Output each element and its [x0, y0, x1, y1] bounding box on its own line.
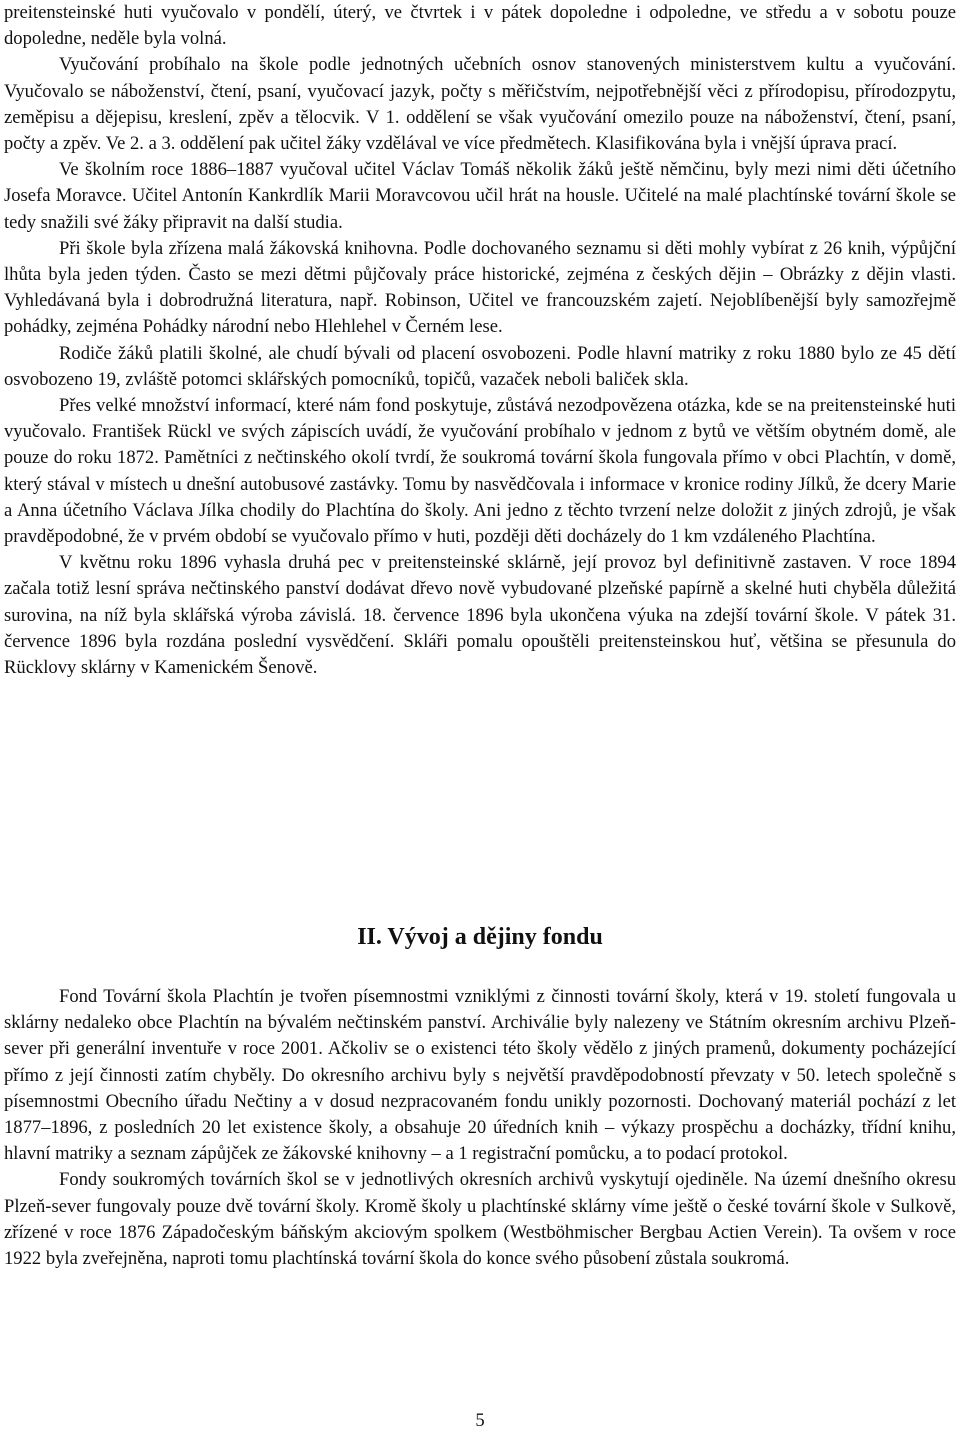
- paragraph-2: Vyučování probíhalo na škole podle jednotných učebních osnov stanovených ministerstvem kultu a vyučování. Vyučovalo se náboženství, čtení, psaní, vyučovací jazyk, počty s měřičstvím, nejpotřebnější věci z přírodopisu, přírodozpytu, zeměpisu a dějepisu, kreslení, zpěv a tělocvik. V 1. oddělení se však vyučování omezilo pouze na náboženství, čtení, psaní, počty a zpěv. Ve 2. a 3. oddělení pak učitel žáky vzdělával ve více předmětech. Klasifikována byla i vnější úprava prací.: [4, 54, 956, 155]
- paragraph-5: Rodiče žáků platili školné, ale chudí bývali od placení osvobozeni. Podle hlavní matriky z roku 1880 bylo ze 45 dětí osvobozeno 19, zvláště potomci sklářských pomocníků, topičů, vazaček neboli baliček skla.: [4, 342, 956, 390]
- paragraph-8: Fond Tovární škola Plachtín je tvořen písemnostmi vzniklými z činnosti tovární školy, která v 19. století fungovala u sklárny nedaleko obce Plachtín na bývalém nečtinském panství. Archiválie byly nalezeny ve Státním okresním archivu Plzeň-sever při generální inventuře v roce 2001. Ačkoliv se o existenci této školy vědělo z jiných pramenů, dokumenty pocházející přímo z její činnosti zatím chyběly. Do okresního archivu byly s největší pravděpodobností převzaty v 50. letech společně s písemnostmi Obecního úřadu Nečtiny a v dosud nezpracovaném fondu unikly pozornosti. Dochovaný materiál pochází z let 1877–1896, z posledních 20 let existence školy, a obsahuje 20 úředních knih – výkazy prospěchu a docházky, třídní knihu, hlavní matriky a seznam zápůjček ze žákovské knihovny – a 1 registrační pomůcku, a to podací protokol.: [4, 986, 956, 1165]
- paragraph-6: Přes velké množství informací, které nám fond poskytuje, zůstává nezodpovězena otázka, kde se na preitensteinské huti vyučovalo. František Rückl ve svých zápiscích uvádí, že vyučování probíhalo v jednom z bytů ve větším obytném domě, ale pouze do roku 1872. Pamětníci z nečtinského okolí tvrdí, že soukromá tovární škola fungovala přímo v obci Plachtín, v domě, který stával v místech u dnešní autobusové zastávky. Tomu by nasvědčovala i informace v kronice rodiny Jílků, že dcery Marie a Anna účetního Václava Jílka chodily do Plachtína do školy. Ani jedno z těchto tvrzení nelze doložit z jiných zdrojů, je však pravděpodobné, že v prvém období se vyučovalo přímo v huti, později děti docházely do 1 km vzdáleného Plachtína.: [4, 395, 956, 548]
- paragraph-9: Fondy soukromých továrních škol se v jednotlivých okresních archivů vyskytují ojediněle. Na území dnešního okresu Plzeň-sever fungovaly pouze dvě tovární školy. Kromě školy u plachtínské sklárny víme ještě o české tovární škole v Sulkově, zřízené v roce 1876 Západočeským báňským akciovým spolkem (Westböhmischer Bergbau Actien Verein). Ta ovšem v roce 1922 byla zveřejněna, naproti tomu plachtínská tovární škola do konce svého působení zůstala soukromá.: [4, 1169, 956, 1270]
- section-heading: II. Vývoj a dějiny fondu: [357, 924, 603, 950]
- paragraph-1: preitensteinské huti vyučovalo v pondělí, úterý, ve čtvrtek i v pátek dopoledne i odpoledne, ve středu a v sobotu pouze dopoledne, neděle byla volná.: [4, 2, 956, 50]
- paragraph-3: Ve školním roce 1886–1887 vyučoval učitel Václav Tomáš několik žáků ještě němčinu, byly mezi nimi děti účetního Josefa Moravce. Učitel Antonín Kankrdlík Marii Moravcovou učil hrát na housle. Učitelé na malé plachtínské tovární škole se tedy snažili své žáky připravit na další studia.: [4, 159, 956, 233]
- paragraph-7: V květnu roku 1896 vyhasla druhá pec v preitensteinské sklárně, její provoz byl definitivně zastaven. V roce 1894 začala totiž lesní správa nečtinského panství dodávat dřevo nově vybudované plzeňské papírně a skelné huti chyběla důležitá surovina, na níž byla sklářská výroba závislá. 18. července 1896 byla ukončena výuka na zdejší tovární škole. V pátek 31. července 1896 byla rozdána poslední vysvědčení. Skláři pomalu opouštěli preitensteinskou huť, většina se přesunula do Rücklovy sklárny v Kamenickém Šenově.: [4, 552, 956, 679]
- section-2: [4, 984, 956, 1272]
- paragraph-4: Při škole byla zřízena malá žákovská knihovna. Podle dochovaného seznamu si děti mohly vybírat z 26 knih, výpůjční lhůta byla jeden týden. Často se mezi dětmi půjčovaly práce historické, zejména z českých dějin – Obrázky z dějin vlasti. Vyhledávaná byla i dobrodružná literatura, např. Robinson, Učitel ve francouzském zajetí. Nejoblíbenější byly samozřejmě pohádky, zejména Pohádky národní nebo Hlehlehel v Černém lese.: [4, 237, 956, 338]
- page-number: 5: [475, 1410, 485, 1431]
- section-1: [4, 0, 956, 681]
